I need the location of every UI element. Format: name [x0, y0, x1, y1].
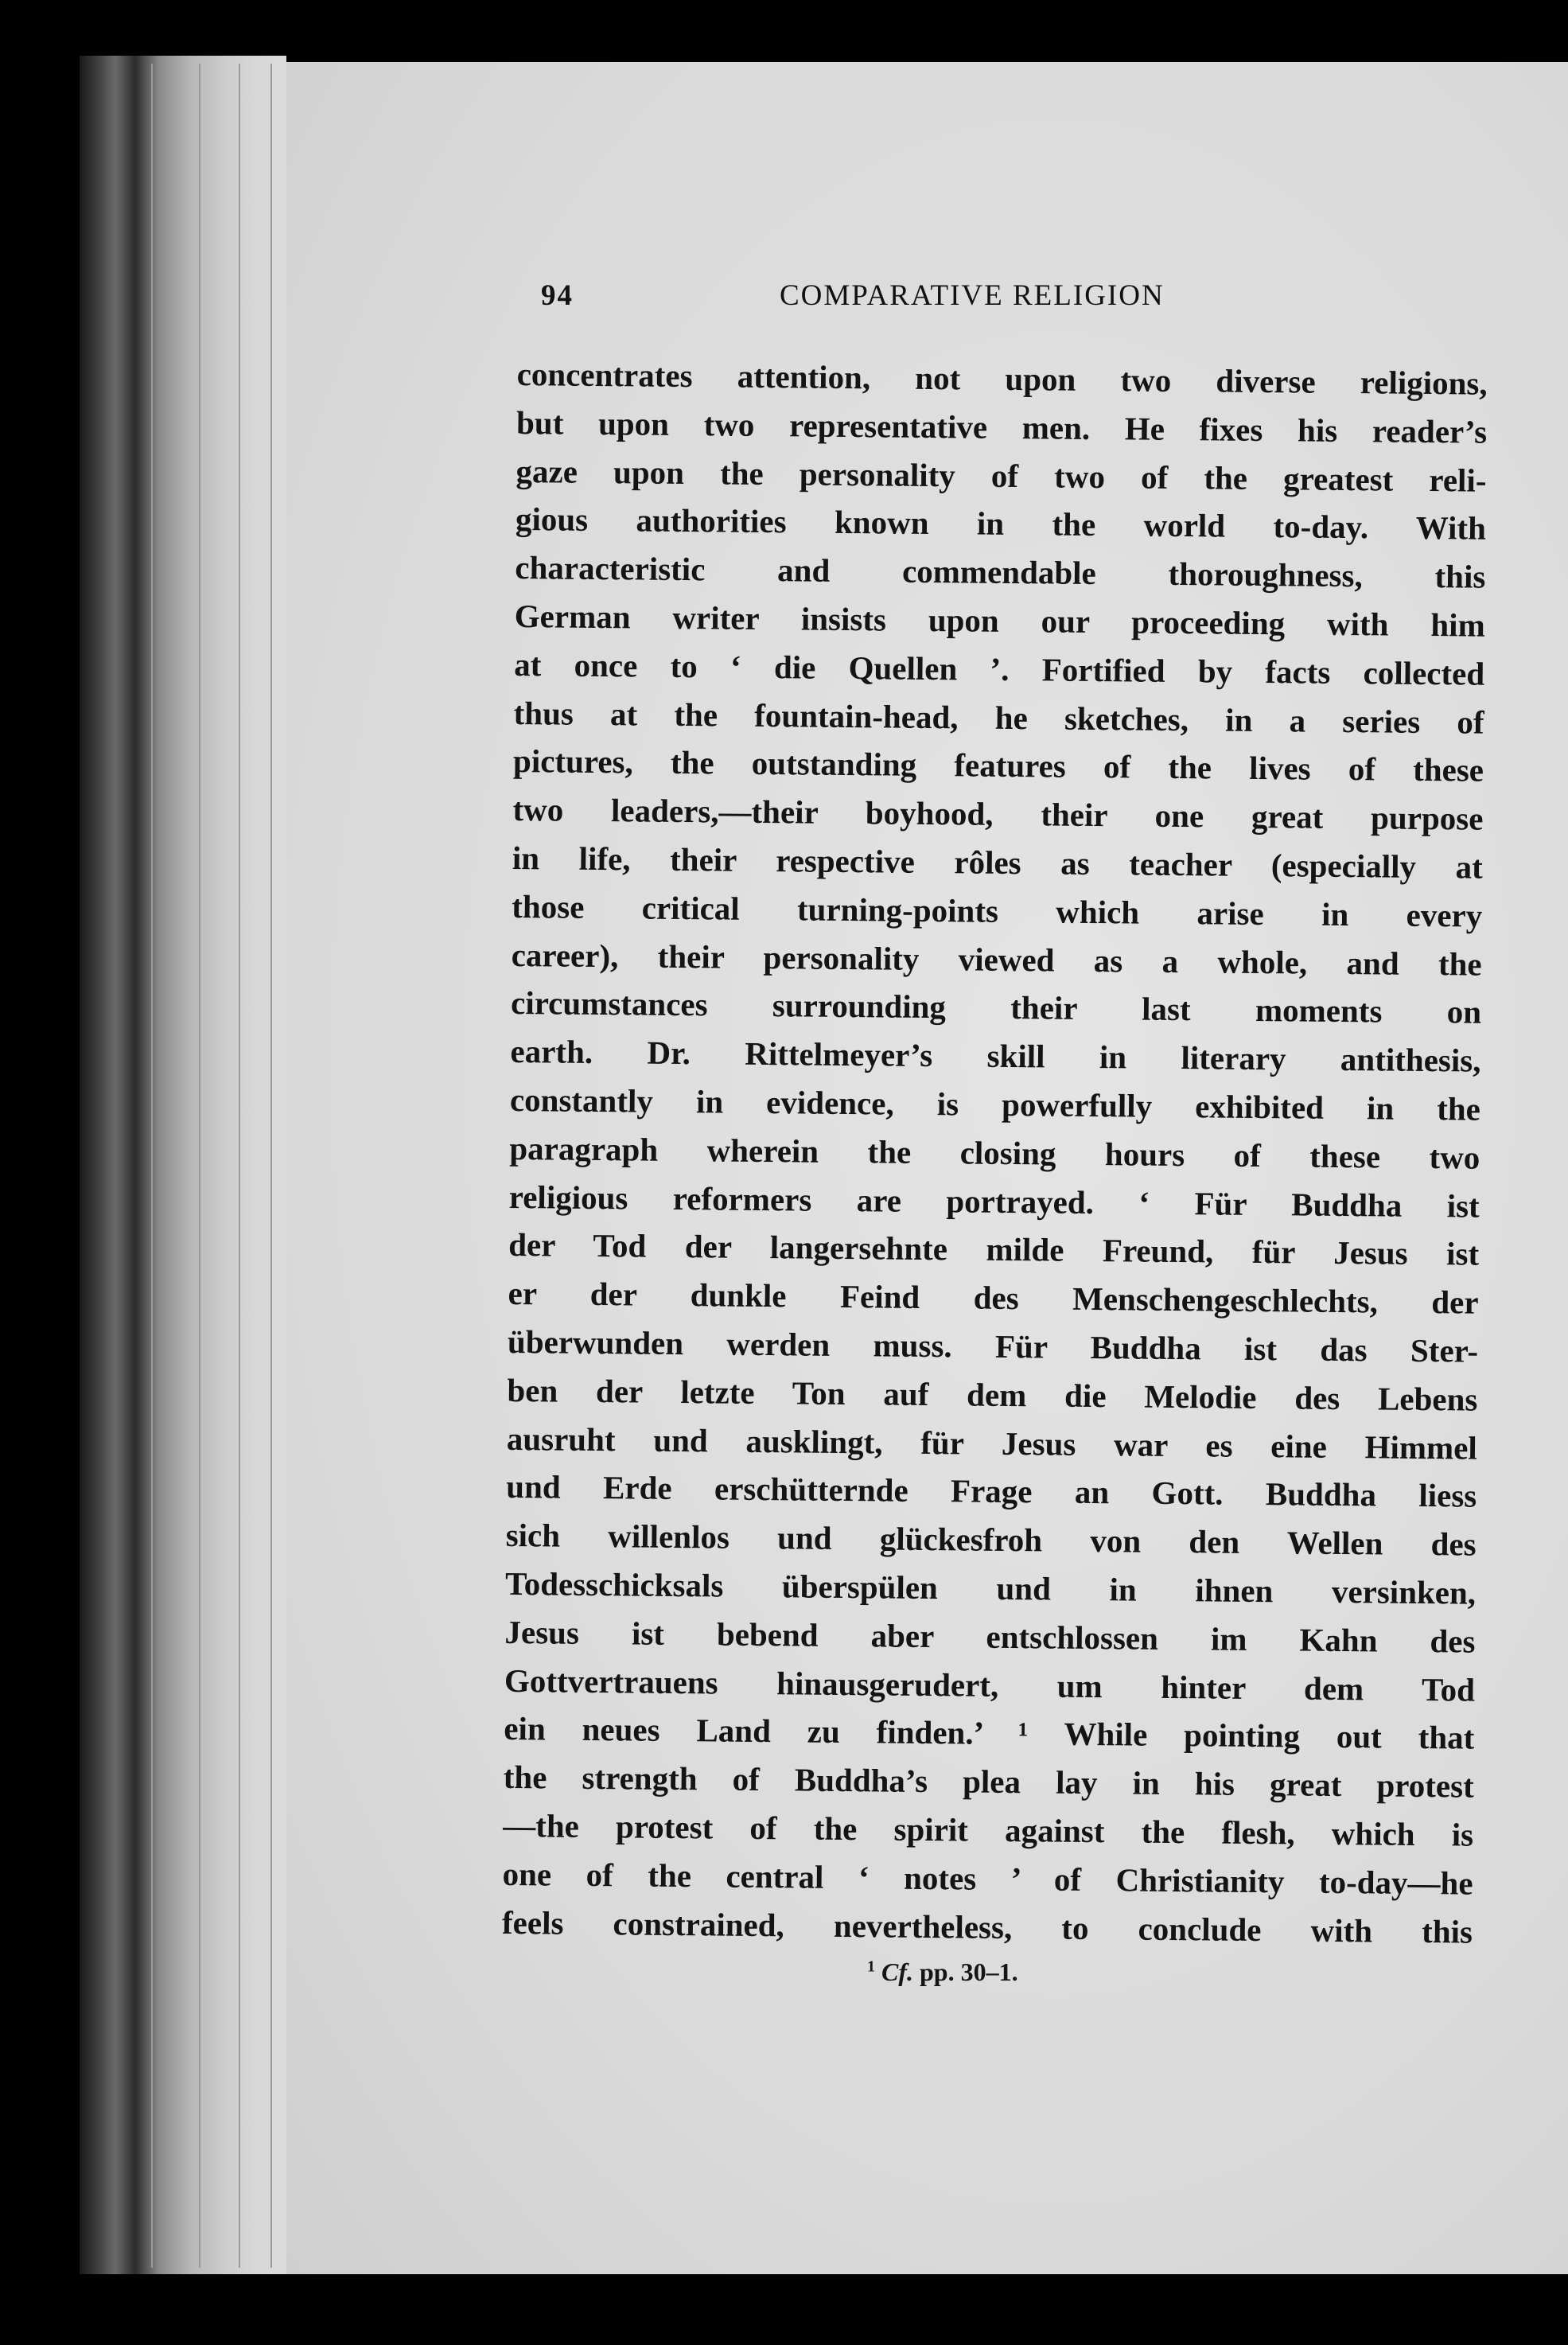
text-line: und Erde erschütternde Frage an Gott. Buddha liess [506, 1468, 1477, 1514]
text-line: Gottvertrauens hinausgerudert, um hinter dem Tod [504, 1661, 1476, 1708]
footnote [867, 1957, 1018, 1987]
text-line: Jesus ist bebend aber entschlossen im Kahn des [504, 1613, 1476, 1660]
text-line: one of the central ‘ notes ’ of Christianity to-day—he [502, 1855, 1473, 1902]
running-title: COMPARATIVE RELIGION [780, 279, 1165, 312]
text-line: Todesschicksals überspülen und in ihnen versinken, [504, 1564, 1477, 1611]
body-text [502, 350, 1488, 1956]
text-line: sich willenlos und glückesfroh von den Wellen des [505, 1517, 1477, 1563]
text-line: feels constrained, nevertheless, to conclude with this [501, 1903, 1473, 1950]
text-line: er der dunkle Feind des Menschengeschlechts, der [508, 1275, 1479, 1321]
text-line: ein neues Land zu finden.’ ¹ While pointing out that [504, 1710, 1475, 1756]
leaf-edge-line [270, 64, 272, 2268]
text-line: but upon two representative men. He fixes his reader’s [516, 403, 1488, 450]
text-line: characteristic and commendable thoroughness, this [515, 549, 1486, 595]
text-line: concentrates attention, not upon two diverse religions, [516, 355, 1488, 402]
leaf-edge-line [199, 64, 200, 2268]
text-line: circumstances surrounding their last moments on [510, 984, 1482, 1031]
text-line: at once to ‘ die Quellen ’. Fortified by facts collected [513, 645, 1485, 692]
text-line: the strength of Buddha’s plea lay in his great protest [503, 1759, 1474, 1805]
text-line: gious authorities known in the world to-day. With [515, 501, 1487, 547]
page-number: 94 [541, 279, 574, 312]
scan-bottom-margin [0, 2274, 1568, 2345]
text-line: in life, their respective rôles as teacher (especially at [512, 839, 1484, 886]
text-line: thus at the fountain-head, he sketches, in a series of [513, 694, 1484, 741]
text-line: career), their personality viewed as a whole, and the [511, 936, 1482, 983]
text-line: überwunden werden muss. Für Buddha ist das Ster- [507, 1322, 1479, 1369]
text-line: —the protest of the spirit against the flesh, which is [502, 1806, 1474, 1853]
text-line: constantly in evidence, is powerfully exhibited in the [509, 1081, 1481, 1128]
text-line: religious reformers are portrayed. ‘ Für Buddha ist [508, 1178, 1480, 1225]
text-line: pictures, the outstanding features of the lives of these [512, 742, 1484, 789]
book-leaf-edges [80, 56, 286, 2276]
text-line: earth. Dr. Rittelmeyer’s skill in literary antithesis, [510, 1033, 1481, 1079]
text-line: der Tod der langersehnte milde Freund, für Jesus ist [508, 1226, 1480, 1273]
text-line: German writer insists upon our proceeding with him [514, 597, 1485, 644]
leaf-edge-line [239, 64, 240, 2268]
text-line: paragraph wherein the closing hours of these two [509, 1129, 1480, 1176]
leaf-edge-line [151, 64, 153, 2268]
footnote-marker: 1 [867, 1957, 875, 1976]
text-line: two leaders,—their boyhood, their one great purpose [512, 791, 1484, 837]
footnote-text: pp. 30–1. [920, 1957, 1018, 1986]
running-head [541, 279, 1535, 326]
text-line: gaze upon the personality of two of the greatest reli- [516, 452, 1487, 499]
text-line: those critical turning-points which arise in every [512, 887, 1483, 934]
footnote-cf: Cf. [881, 1957, 913, 1986]
text-line: ausruht und ausklingt, für Jesus war es eine Himmel [506, 1420, 1478, 1467]
text-line: ben der letzte Ton auf dem die Melodie des Lebens [507, 1371, 1478, 1418]
